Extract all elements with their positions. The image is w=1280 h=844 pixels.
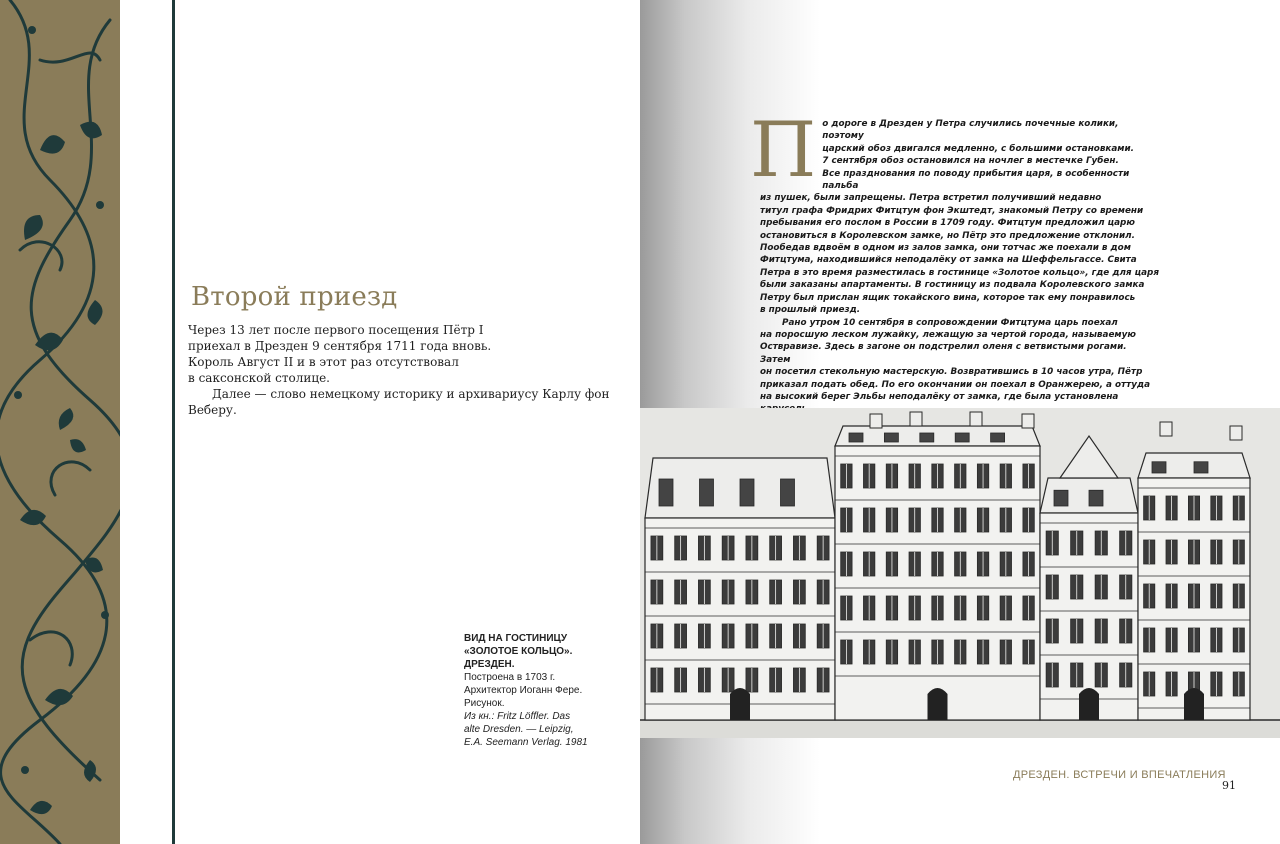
intro-line: приехал в Дрезден 9 сентября 1711 года вновь. <box>188 339 492 353</box>
caption-line: Архитектор Иоганн Фере. <box>464 685 583 696</box>
body-line: Фитцтума, находившийся неподалёку от замка на Шеффельгассе. Свита <box>760 255 1137 266</box>
body-line: на поросшую леском лужайку, лежащую за чертой города, называемую <box>760 329 1136 340</box>
left-page <box>175 0 640 844</box>
caption-line: Рисунок. <box>464 698 505 709</box>
caption-title-line: ВИД НА ГОСТИНИЦУ <box>464 633 568 644</box>
body-line: Все празднования по поводу прибытия царя, в особенности пальба <box>822 168 1130 192</box>
page-number: 91 <box>1222 779 1236 792</box>
caption-line: Построена в 1703 г. <box>464 672 556 683</box>
body-line: Петру был прислан ящик токайского вина, которое так ему понравилось <box>760 292 1136 303</box>
body-line: Оствравизе. Здесь в загоне он подстрелил оленя с ветвистыми рогами. Затем <box>760 342 1127 365</box>
section-title: Второй приезд <box>191 282 398 312</box>
drop-cap: П <box>750 105 817 194</box>
body-line: Пообедав вдвоём в одном из залов замка, они тотчас же поехали в дом <box>760 243 1131 254</box>
caption-title-line: ДРЕЗДЕН. <box>464 659 515 670</box>
caption-source-line: alte Dresden. — Leipzig, <box>464 724 574 735</box>
illustration-caption <box>464 632 614 749</box>
body-line: остановиться в Королевском замке, но Пётр это предложение отклонил. <box>760 230 1135 241</box>
townhouse-facade-drawing-icon <box>640 408 1280 738</box>
body-line: приказал подать обед. По его окончании он поехал в Оранжерею, а оттуда <box>760 379 1151 390</box>
body-line: царский обоз двигался медленно, с большими остановками. <box>822 143 1134 154</box>
caption-title-line: «ЗОЛОТОЕ КОЛЬЦО». <box>464 646 573 657</box>
body-line: в прошлый приезд. <box>760 305 861 316</box>
body-line: он посетил стекольную мастерскую. Возвратившись в 10 часов утра, Пётр <box>760 367 1143 378</box>
intro-line: Через 13 лет после первого посещения Пётр I <box>188 323 484 337</box>
floral-ornament-icon <box>0 0 120 844</box>
running-head: ДРЕЗДЕН. ВСТРЕЧИ И ВПЕЧАТЛЕНИЯ <box>1013 769 1226 781</box>
body-line: были заказаны апартаменты. В гостиницу из подвала Королевского замка <box>760 280 1145 291</box>
intro-paragraph <box>188 322 638 418</box>
page-margin <box>120 0 172 844</box>
intro-indent-line: Далее — слово немецкому историку и архивариусу Карлу фон Веберу. <box>188 387 610 417</box>
body-line: Петра в это время разместилась в гостинице «Золотое кольцо», где для царя <box>760 267 1159 278</box>
caption-source-line: E.A. Seemann Verlag. 1981 <box>464 737 588 748</box>
body-line: из пушек, были запрещены. Петра встретил получивший недавно <box>760 193 1102 204</box>
body-line: о дороге в Дрезден у Петра случились почечные колики, поэтому <box>822 119 1119 142</box>
intro-line: в саксонской столице. <box>188 371 330 385</box>
body-text <box>750 105 1160 416</box>
body-line: пребывания его послом в России в 1709 году. Фитцтум предложил царю <box>760 218 1135 229</box>
body-line: Рано утром 10 сентября в сопровождении Фитцтума царь поехал <box>782 317 1118 328</box>
caption-source-line: Из кн.: Fritz Löffler. Das <box>464 711 571 722</box>
body-line: титул графа Фридрих Фитцтум фон Экштедт, знакомый Петру со времени <box>760 205 1144 216</box>
body-line: на высокий берег Эльбы неподалёку от замка, где была установлена <box>760 391 1119 402</box>
body-line: 7 сентября обоз остановился на ночлег в местечке Губен. <box>822 156 1119 167</box>
intro-line: Король Август II и в этот раз отсутствовал <box>188 355 459 369</box>
